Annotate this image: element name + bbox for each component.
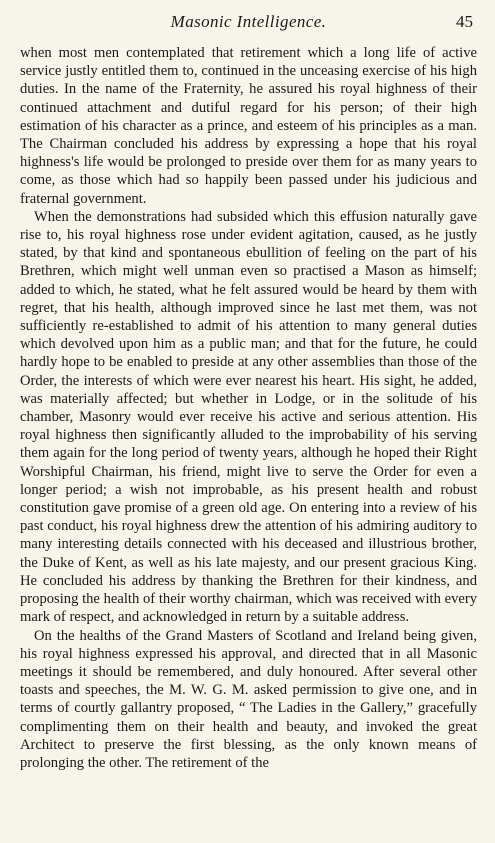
page-number: 45: [456, 12, 473, 31]
page-header: [20, 6, 477, 44]
paragraph-continued: when most men contemplated that retirement which a long life of active service justly entitled them to, continued in the unceasing exercise of his high duties. In the name of the Fraternity, he assured his royal highness of their continued attachment and dutiful regard for his person; of their high estimation of his character as a prince, and esteem of his principles as a man. The Chairman concluded his address by expressing a hope that his royal highness's life would be prolonged to preside over them for as many years to come, as those which had so happily been passed under his judicious and fraternal government.: [20, 45, 477, 207]
page-body: [20, 44, 477, 772]
running-title: Masonic Intelligence.: [170, 12, 327, 31]
paragraph-royal-response: When the demonstrations had subsided which this effusion naturally gave rise to, his royal highness rose under evident agitation, caused, as he justly stated, by that kind and spontaneous ebullition of feeling on the part of his Brethren, which might well unman even so practised a Mason as himself; added to which, he stated, what he felt assured would be heard by them with regret, that his health, although improved since he last met them, was not sufficiently re-established to admit of his attention to many general duties which devolved upon him as a public man; and that for the future, he could hardly hope to be enabled to preside at any other assemblies than those of the Order, the interests of which were ever nearest his heart. His sight, he added, was materially affected; but whether in Lodge, or in the solitude of his chamber, Masonry would ever receive his active and serious attention. His royal highness then significantly alluded to the improbability of his serving them again for the long period of twenty years, although he hoped their Right Worshipful Chairman, his friend, might live to serve the Order for even a longer period; a wish not improbable, as his present health and robust constitution gave promise of a green old age. On entering into a review of his past conduct, his royal highness drew the attention of his admiring auditory to many interesting details connected with his deceased and illustrious brother, the Duke of Kent, as well as his late majesty, and our present gracious King. He concluded his address by thanking the Brethren for their kindness, and proposing the health of their worthy chairman, which was received with every mark of respect, and acknowledged in return by a suitable address.: [20, 208, 477, 626]
paragraph-toasts: On the healths of the Grand Masters of Scotland and Ireland being given, his royal highness expressed his approval, and directed that in all Masonic meetings it should be remembered, and duly honoured. After several other toasts and speeches, the M. W. G. M. asked permission to give one, and in terms of courtly gallantry proposed, “ The Ladies in the Gallery,” gracefully complimenting them on their health and beauty, and invoked the great Architect to preserve the first blessing, as the only known means of prolonging the other. The retirement of the: [20, 627, 477, 771]
